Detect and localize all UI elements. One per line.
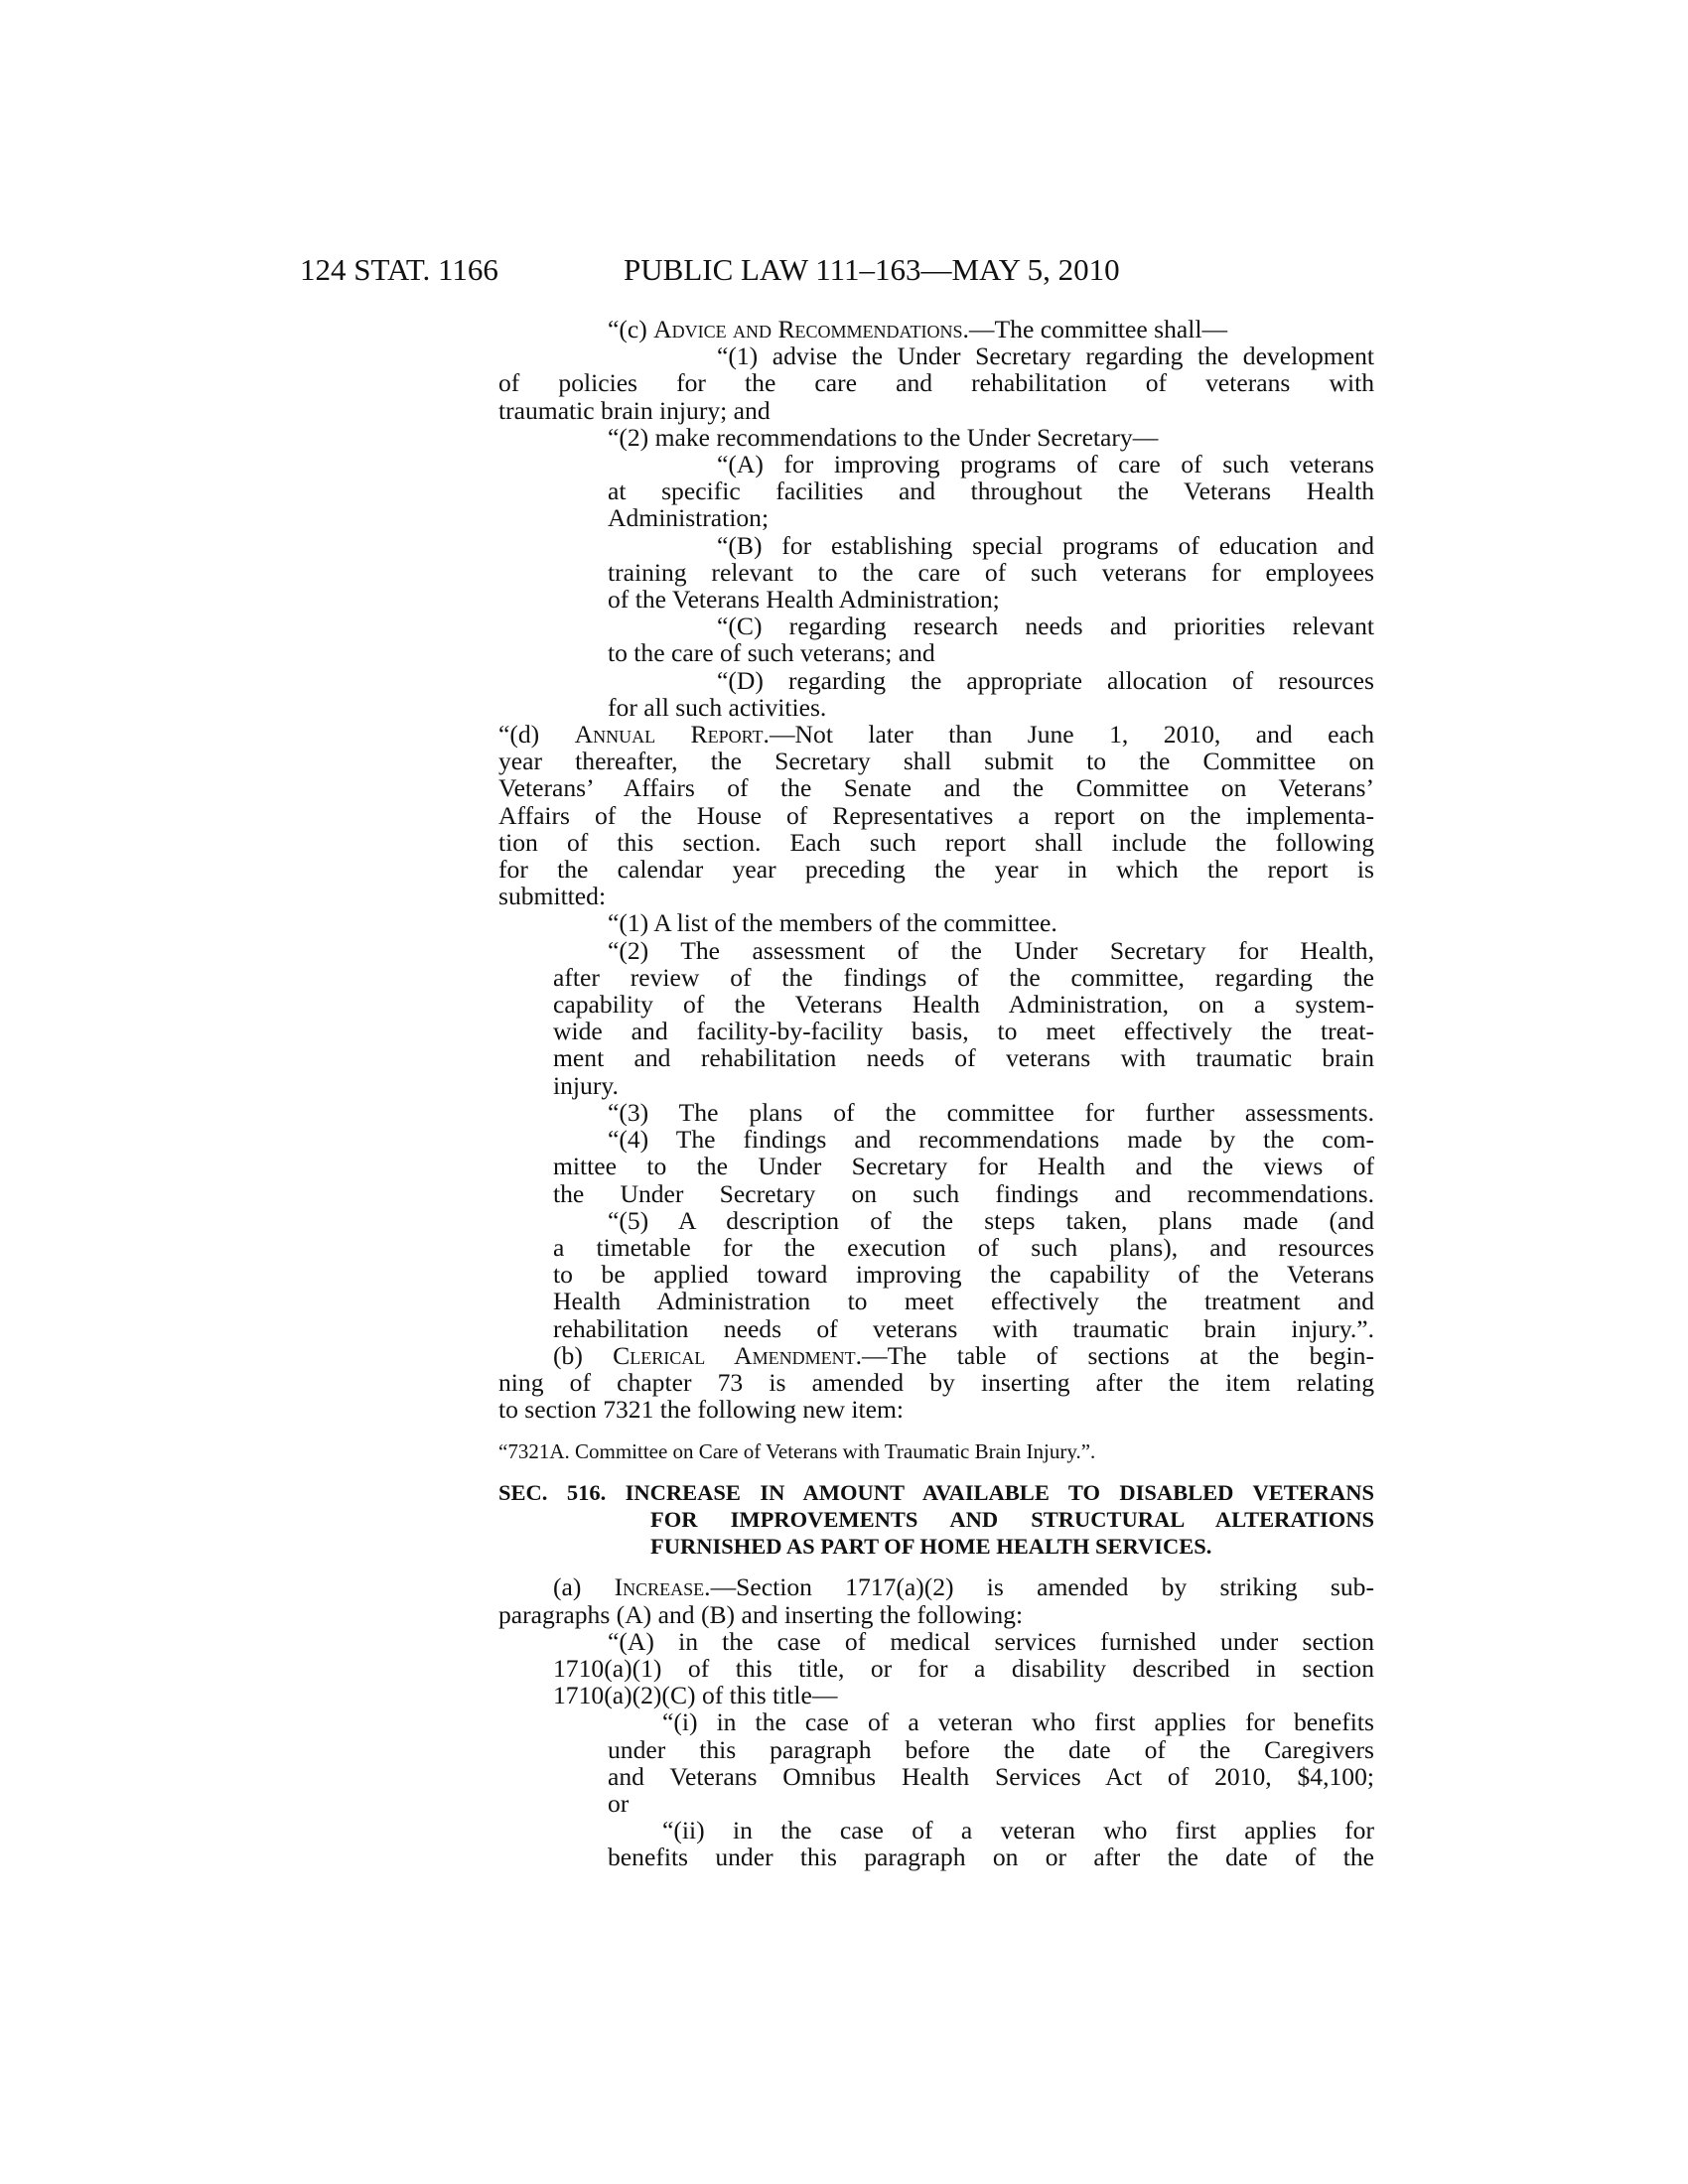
subsection-d	[498, 721, 1374, 1342]
text-line: or	[608, 1788, 630, 1818]
text-line: Affairs of the House of Representatives a report on the implementa-	[498, 800, 1374, 830]
paragraph-c2: “(2) make recommendations to the Under Secretary—	[608, 422, 1159, 452]
paragraph-d2	[553, 937, 1374, 1099]
text-line: injury.	[553, 1070, 619, 1100]
subsection-d-heading: “(d) Annual Report.—Not later than June 1, 2010, and each	[498, 720, 1374, 750]
statute-citation: 124 STAT. 1166	[300, 252, 498, 287]
text-line: the Under Secretary on such findings and recommendations.	[553, 1178, 1374, 1208]
text-line: mittee to the Under Secretary for Health and the views of	[553, 1152, 1374, 1181]
text-line: after review of the findings of the committee, regarding the	[553, 962, 1374, 992]
text-line: 1710(a)(2)(C) of this title—	[553, 1681, 838, 1710]
subsection-a	[498, 1573, 1374, 1870]
text-line: for all such activities.	[608, 692, 827, 722]
text-line: year thereafter, the Secretary shall submit to the Committee on	[498, 747, 1374, 776]
text-line: under this paragraph before the date of the Caregivers	[608, 1734, 1374, 1764]
text-line: capability of the Veterans Health Administration, on a system-	[553, 990, 1374, 1020]
text-line: 1710(a)(1) of this title, or for a disability described in section	[553, 1653, 1374, 1683]
table-of-sections-item: “7321A. Committee on Care of Veterans with Traumatic Brain Injury.”.	[498, 1439, 1096, 1464]
text-line: of policies for the care and rehabilitation of veterans with	[498, 368, 1374, 398]
text-line: Health Administration to meet effectively the treatment and	[553, 1287, 1374, 1316]
section-heading-line: FURNISHED AS PART OF HOME HEALTH SERVICES.	[650, 1534, 1212, 1560]
section-heading-line: FOR IMPROVEMENTS AND STRUCTURAL ALTERATIONS	[650, 1507, 1374, 1533]
text-line: “(B) for establishing special programs of education and	[717, 530, 1374, 560]
text-line: ning of chapter 73 is amended by inserting after the item relating	[498, 1367, 1374, 1397]
statute-body	[498, 316, 1374, 1871]
clause-aii	[608, 1817, 1374, 1870]
text-line: tion of this section. Each such report shall include the following	[498, 827, 1374, 857]
subparagraph-cB	[608, 532, 1374, 614]
section-heading-line: SEC. 516. INCREASE IN AMOUNT AVAILABLE TO DISABLED VETERANS	[498, 1480, 1374, 1506]
subparagraph-cA	[608, 451, 1374, 532]
text-line: “(C) regarding research needs and priorities relevant	[717, 612, 1374, 641]
text-line: to the care of such veterans; and	[608, 638, 935, 668]
text-line: to section 7321 the following new item:	[498, 1395, 905, 1425]
text-line: “(4) The findings and recommendations made by the com-	[608, 1125, 1374, 1155]
text-line: benefits under this paragraph on or after the date of the	[608, 1843, 1374, 1872]
text-line: wide and facility-by-facility basis, to meet effectively the treat-	[553, 1017, 1374, 1046]
text-line: paragraphs (A) and (B) and inserting the following:	[498, 1599, 1024, 1629]
paragraph-d5	[553, 1207, 1374, 1342]
text-line: “(A) for improving programs of care of such veterans	[717, 450, 1374, 479]
subsection-b	[498, 1342, 1374, 1424]
text-line: to be applied toward improving the capability of the Veterans	[553, 1260, 1374, 1290]
subsection-b-heading: (b) Clerical Amendment.—The table of sections at the begin-	[553, 1340, 1374, 1370]
text-line: and Veterans Omnibus Health Services Act of 2010, $4,100;	[608, 1761, 1374, 1791]
text-line: training relevant to the care of such veterans for employees	[608, 557, 1374, 587]
paragraph-d3	[553, 1099, 1374, 1126]
subsection-a-heading: (a) Increase.—Section 1717(a)(2) is amended by striking sub-	[553, 1572, 1374, 1602]
text-line: traumatic brain injury; and	[498, 395, 771, 425]
text-line: Administration;	[608, 503, 770, 533]
text-line: “(5) A description of the steps taken, plans made (and	[608, 1205, 1374, 1235]
text-line: “(A) in the case of medical services furnished under section	[608, 1626, 1374, 1656]
text-line: “(3) The plans of the committee for further assessments.	[608, 1097, 1374, 1127]
subsection-c-heading: “(c) Advice and Recommendations.—The committee shall—	[608, 315, 1228, 343]
text-line: “(2) The assessment of the Under Secretary for Health,	[608, 935, 1374, 965]
text-line: rehabilitation needs of veterans with traumatic brain injury.”.	[553, 1313, 1374, 1343]
paragraph-d1	[608, 909, 1374, 936]
subparagraph-cD	[608, 667, 1374, 721]
subparagraph-aA	[553, 1628, 1374, 1709]
clause-ai	[608, 1708, 1374, 1817]
subparagraph-cC	[608, 613, 1374, 666]
text-line: submitted:	[498, 882, 607, 911]
text-line: “(1) advise the Under Secretary regarding the development	[717, 341, 1374, 371]
text-line: ment and rehabilitation needs of veterans with traumatic brain	[553, 1043, 1374, 1073]
paragraph-d4	[553, 1126, 1374, 1207]
subsection-c	[498, 316, 1374, 721]
text-line: “(ii) in the case of a veteran who first applies for	[662, 1816, 1374, 1845]
public-law-title: PUBLIC LAW 111–163—MAY 5, 2010	[624, 252, 1120, 287]
text-line: for the calendar year preceding the year in which the report is	[498, 855, 1374, 885]
paragraph-c1	[608, 342, 1374, 369]
text-line: at specific facilities and throughout the Veterans Health	[608, 477, 1374, 506]
text-line: a timetable for the execution of such plans), and resources	[553, 1232, 1374, 1262]
section-516-heading	[498, 1479, 1374, 1560]
text-line: “(1) A list of the members of the committee.	[608, 908, 1057, 938]
text-line: Veterans’ Affairs of the Senate and the Committee on Veterans’	[498, 773, 1374, 803]
text-line: “(D) regarding the appropriate allocation of resources	[717, 665, 1374, 695]
text-line: “(i) in the case of a veteran who first applies for benefits	[662, 1707, 1374, 1737]
text-line: of the Veterans Health Administration;	[608, 585, 1000, 614]
page-header	[0, 250, 1688, 290]
